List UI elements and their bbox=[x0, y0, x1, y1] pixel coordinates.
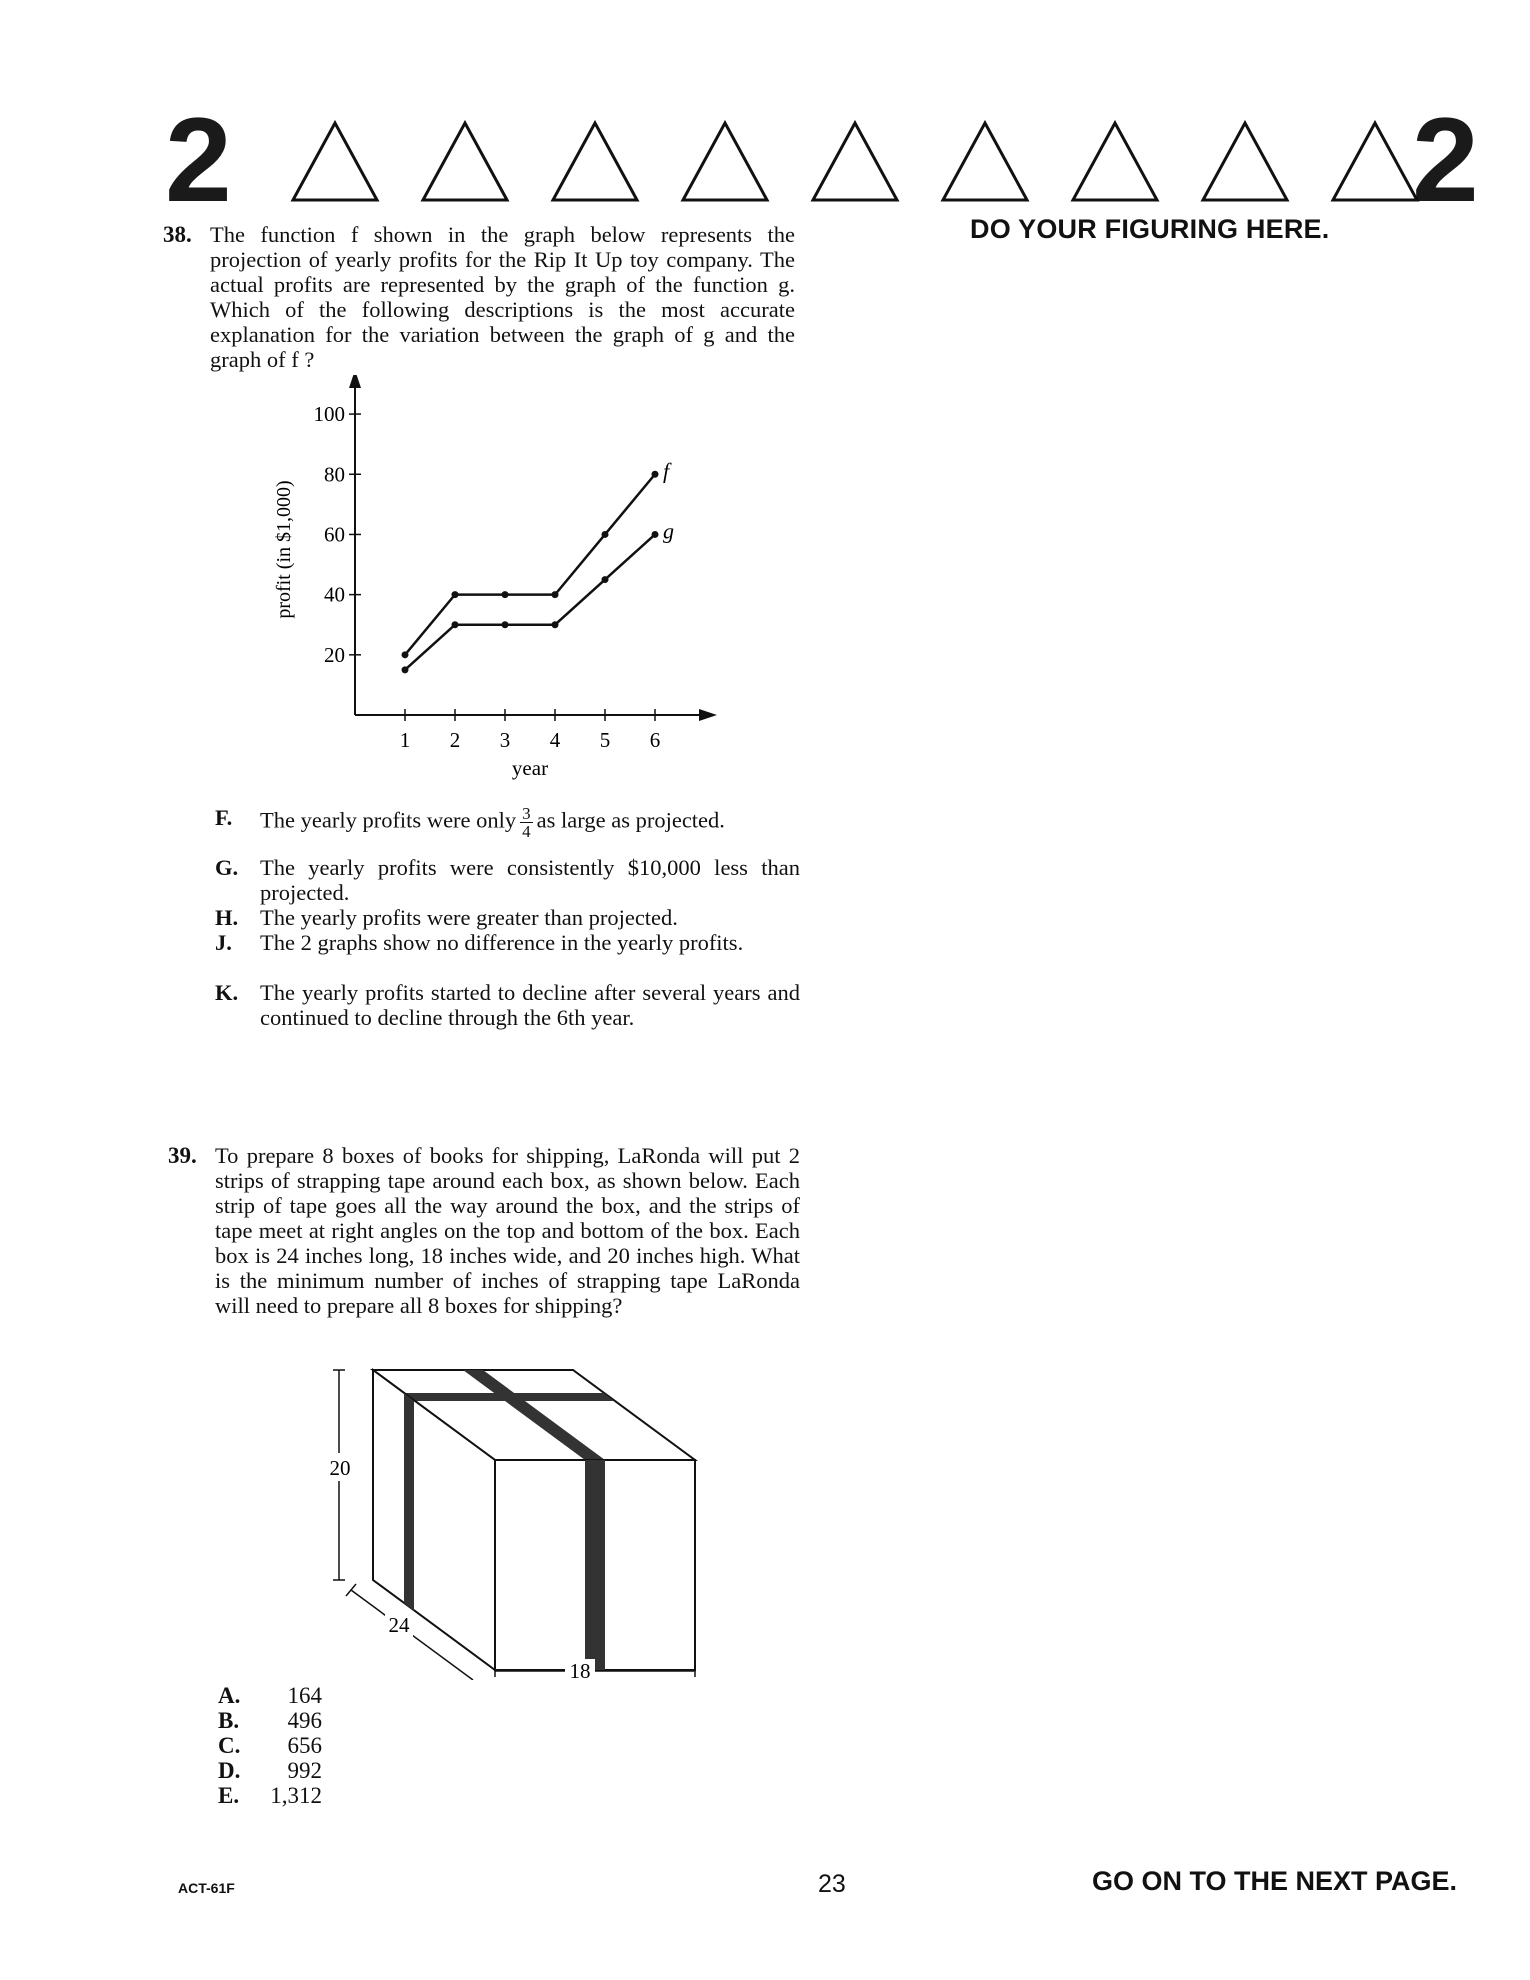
choice-text bbox=[260, 805, 800, 840]
choice-letter: A. bbox=[218, 1683, 241, 1708]
header-triangle bbox=[553, 123, 637, 200]
choice-text: The 2 graphs show no difference in the yearly profits. bbox=[260, 930, 744, 955]
choice-letter: D. bbox=[218, 1758, 241, 1783]
q39-choice-c[interactable] bbox=[218, 1733, 322, 1758]
choice-value: 656 bbox=[287, 1733, 322, 1758]
choice-value: 164 bbox=[287, 1683, 322, 1708]
q39-choices bbox=[218, 1683, 418, 1813]
choice-letter: E. bbox=[218, 1783, 240, 1808]
q39-choice-b[interactable] bbox=[218, 1708, 322, 1733]
series-f-point bbox=[602, 531, 609, 538]
series-f-label: f bbox=[663, 458, 670, 484]
q39-number: 39. bbox=[168, 1143, 197, 1168]
series-g-point bbox=[402, 666, 409, 673]
fraction-denominator: 4 bbox=[522, 822, 531, 841]
y-axis-arrow bbox=[349, 375, 361, 388]
choice-letter: C. bbox=[218, 1733, 241, 1758]
choice-value: 992 bbox=[287, 1758, 322, 1783]
q39-choice-a[interactable] bbox=[218, 1683, 322, 1708]
series-f-point bbox=[652, 471, 659, 478]
continue-label: GO ON TO THE NEXT PAGE. bbox=[1092, 1866, 1458, 1896]
choice-value: 496 bbox=[287, 1708, 322, 1733]
q38-choices bbox=[215, 805, 805, 1065]
choice-text: The yearly profits were consistently $10,000 less than projected. bbox=[260, 855, 800, 905]
series-g-line bbox=[405, 534, 655, 669]
fraction bbox=[520, 805, 533, 840]
section-number-left: 2 bbox=[165, 93, 232, 227]
x-tick-label: 5 bbox=[599, 728, 611, 752]
header-triangle bbox=[683, 123, 767, 200]
choice-letter: K. bbox=[215, 980, 239, 1005]
height-label: 20 bbox=[329, 1456, 351, 1480]
choice-letter: H. bbox=[215, 905, 239, 930]
y-axis-label: profit (in $1,000) bbox=[273, 480, 295, 619]
series-g-point bbox=[552, 621, 559, 628]
choice-text: The yearly profits were greater than projected. bbox=[260, 905, 678, 930]
header-triangle bbox=[1073, 123, 1157, 200]
choice-letter: G. bbox=[215, 855, 239, 880]
choice-value: 1,312 bbox=[270, 1783, 322, 1808]
q38-number: 38. bbox=[163, 222, 192, 247]
series-f-point bbox=[402, 651, 409, 658]
tape-strip-front bbox=[585, 1460, 605, 1670]
y-tick-label: 60 bbox=[324, 522, 345, 547]
header-triangle-row bbox=[270, 115, 1440, 210]
y-tick-label: 100 bbox=[313, 402, 345, 427]
q39-choice-d[interactable] bbox=[218, 1758, 322, 1783]
q38-chart bbox=[270, 375, 750, 785]
header-triangle bbox=[423, 123, 507, 200]
width-label: 18 bbox=[569, 1659, 591, 1680]
page-number: 23 bbox=[818, 1870, 846, 1898]
x-tick-label: 2 bbox=[449, 728, 461, 752]
header-triangle bbox=[1203, 123, 1287, 200]
q39-box-diagram bbox=[325, 1365, 705, 1680]
x-tick-label: 1 bbox=[399, 728, 411, 752]
header-triangle bbox=[293, 123, 377, 200]
y-tick-label: 40 bbox=[324, 582, 345, 607]
choice-text: The yearly profits started to decline after several years and continued to decline through the 6th year. bbox=[260, 980, 800, 1030]
x-axis-label: year bbox=[511, 756, 549, 780]
series-g-label: g bbox=[663, 518, 674, 544]
choice-text-pre: The yearly profits were only bbox=[260, 807, 517, 833]
figuring-label: DO YOUR FIGURING HERE. bbox=[970, 214, 1330, 244]
tape-strip-top-widthwise bbox=[404, 1393, 614, 1401]
length-dimension-tick bbox=[346, 1584, 356, 1596]
choice-letter: F. bbox=[215, 805, 233, 830]
choice-text-post: as large as projected. bbox=[536, 807, 725, 833]
series-f-line bbox=[405, 474, 655, 655]
series-g-point bbox=[452, 621, 459, 628]
tape-strip-side bbox=[404, 1393, 414, 1611]
y-tick-label: 20 bbox=[324, 642, 345, 667]
header-triangle bbox=[943, 123, 1027, 200]
q39-choice-e[interactable] bbox=[218, 1783, 322, 1808]
section-number-right: 2 bbox=[1412, 93, 1479, 227]
choice-letter: B. bbox=[218, 1708, 240, 1733]
form-code: ACT-61F bbox=[178, 1880, 235, 1896]
series-f-point bbox=[502, 591, 509, 598]
q38-text: The function f shown in the graph below represents the projection of yearly profits for the Rip It Up toy company. The actual profits are represented by the graph of the function g. Which of the following descriptions is the most accurate explanation for the variation between the graph of g and the graph of f ? bbox=[210, 222, 795, 372]
series-g-point bbox=[502, 621, 509, 628]
choice-letter: J. bbox=[215, 930, 232, 955]
x-tick-label: 6 bbox=[649, 728, 661, 752]
x-axis-arrow bbox=[699, 709, 717, 721]
length-label: 24 bbox=[388, 1613, 410, 1637]
header-triangle bbox=[1333, 123, 1417, 200]
q39-text: To prepare 8 boxes of books for shipping, LaRonda will put 2 strips of strapping tape around each box, as shown below. Each strip of tape goes all the way around the box, and the strips of tape meet at right angles on the top and bottom of the box. Each box is 24 inches long, 18 inches wide, and 20 inches high. What is the minimum number of inches of strapping tape LaRonda will need to prepare all 8 boxes for shipping? bbox=[215, 1143, 800, 1318]
x-tick-label: 3 bbox=[499, 728, 511, 752]
fraction-numerator: 3 bbox=[522, 804, 531, 823]
series-f-point bbox=[552, 591, 559, 598]
series-g-point bbox=[652, 531, 659, 538]
series-g-point bbox=[602, 576, 609, 583]
header-triangle bbox=[813, 123, 897, 200]
y-tick-label: 80 bbox=[324, 462, 345, 487]
series-f-point bbox=[452, 591, 459, 598]
x-tick-label: 4 bbox=[549, 728, 561, 752]
